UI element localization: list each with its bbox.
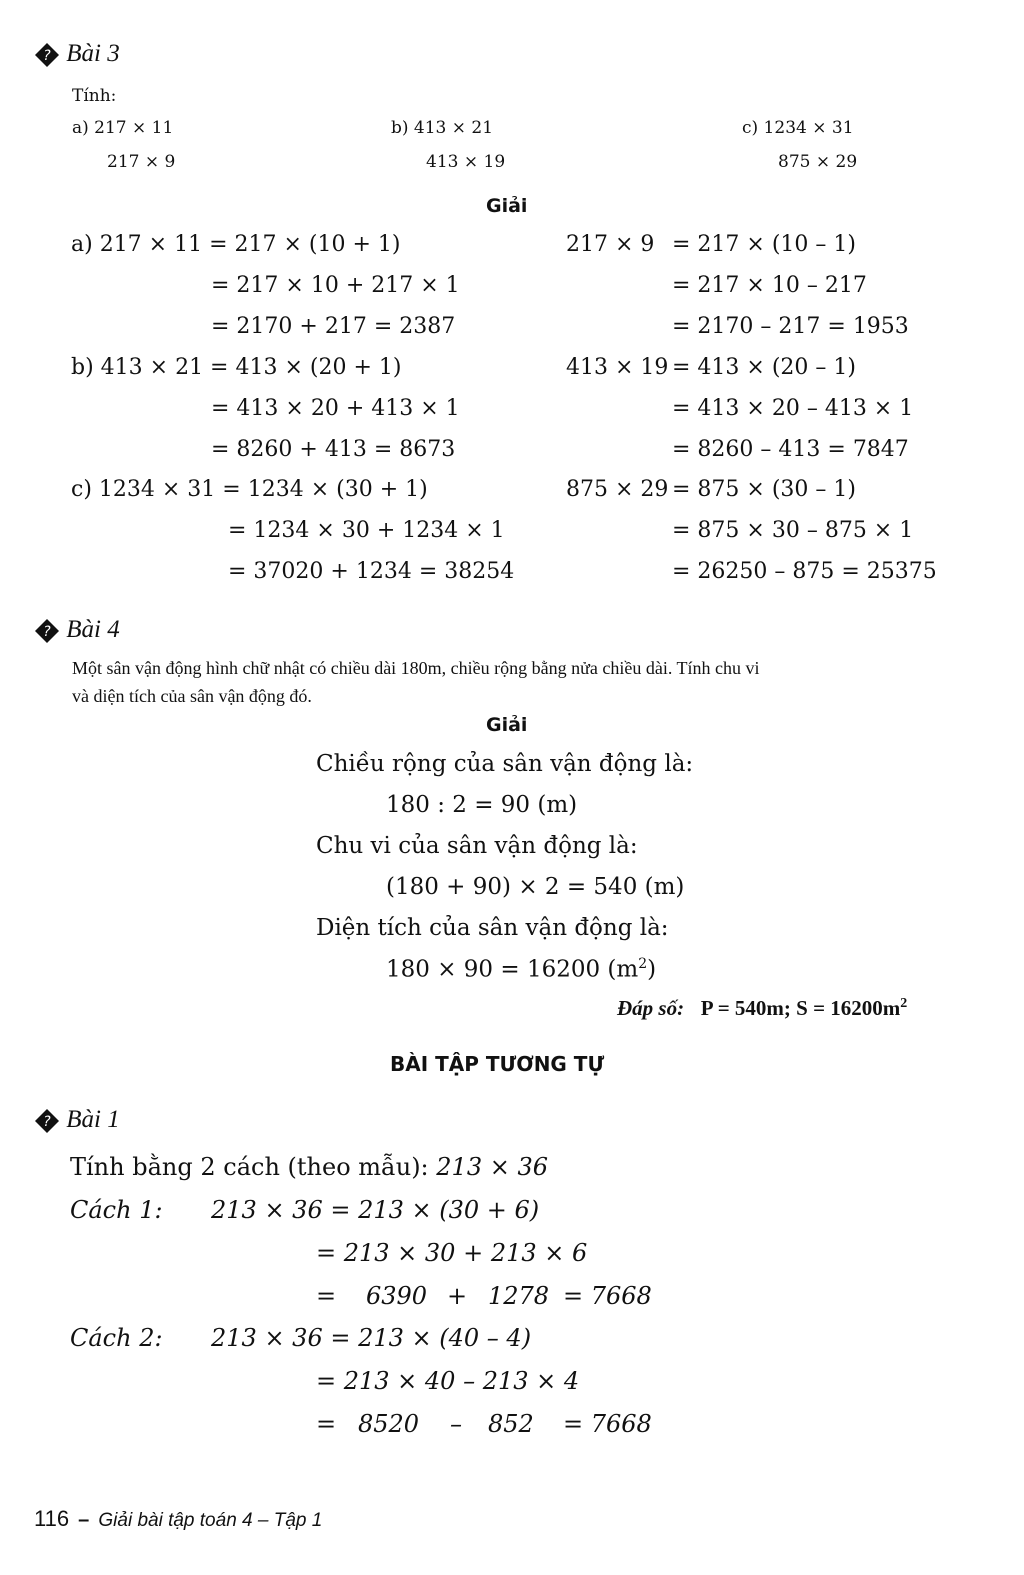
sol-c2-line2: = 875 × 30 – 875 × 1 <box>672 518 914 543</box>
answer-sup: 2 <box>900 996 908 1011</box>
cach1-line3-eq: = <box>316 1282 337 1310</box>
problem-a2: 217 × 9 <box>107 152 176 172</box>
section-heading: BÀI TẬP TƯƠNG TỰ <box>390 1052 605 1076</box>
cach2-label: Cách 2: <box>70 1324 163 1352</box>
answer-label: Đáp số: <box>617 996 685 1020</box>
sol-a-line2: = 217 × 10 + 217 × 1 <box>211 273 460 298</box>
bt-prompt-expr: 213 × 36 <box>436 1153 548 1181</box>
bai3-title: Bài 3 <box>66 40 120 67</box>
sol-b-line3: = 8260 + 413 = 8673 <box>211 437 456 462</box>
bai4-giai-heading: Giải <box>486 714 528 736</box>
sol-b2-lhs: 413 × 19 <box>566 355 669 380</box>
svg-text:?: ? <box>43 48 51 65</box>
bai4-problem-line2: và diện tích của sân vận động đó. <box>72 686 312 706</box>
problem-b2: 413 × 19 <box>426 152 506 172</box>
answer-value: P = 540m; S = 16200m <box>700 996 901 1020</box>
problem-b1: b) 413 × 21 <box>391 118 494 138</box>
bt-prompt-text: Tính bằng 2 cách (theo mẫu): <box>70 1153 429 1181</box>
cach1-line1: 213 × 36 = 213 × (30 + 6) <box>211 1196 540 1224</box>
bt-bai1-heading <box>34 1106 120 1134</box>
cach2-line3-b: 852 <box>488 1410 534 1438</box>
footer-dash: – <box>78 1509 90 1531</box>
sol-b-line1: b) 413 × 21 = 413 × (20 + 1) <box>71 355 402 380</box>
cach1-line3-op: + <box>447 1282 468 1310</box>
bai4-answer <box>617 996 907 1021</box>
sol-c-line3: = 37020 + 1234 = 38254 <box>228 559 515 584</box>
bai4-title: Bài 4 <box>66 616 120 643</box>
bai4-step3: Chu vi của sân vận động là: <box>316 833 638 859</box>
sol-a2-line3: = 2170 – 217 = 1953 <box>672 314 909 339</box>
cach2-line2: = 213 × 40 – 213 × 4 <box>316 1367 580 1395</box>
sol-a2-line2: = 217 × 10 – 217 <box>672 273 867 298</box>
sol-b2-line3: = 8260 – 413 = 7847 <box>672 437 909 462</box>
sol-b2-line1: = 413 × (20 – 1) <box>672 355 856 380</box>
sol-b-line2: = 413 × 20 + 413 × 1 <box>211 396 460 421</box>
bt-bai1-title: Bài 1 <box>66 1106 120 1133</box>
sol-c-line1: c) 1234 × 31 = 1234 × (30 + 1) <box>71 477 428 502</box>
cach2-line3-op: – <box>450 1410 462 1438</box>
sol-b2-line2: = 413 × 20 – 413 × 1 <box>672 396 914 421</box>
problem-c2: 875 × 29 <box>778 152 858 172</box>
sol-a2-line1: = 217 × (10 – 1) <box>672 232 856 257</box>
sol-c2-line3: = 26250 – 875 = 25375 <box>672 559 937 584</box>
bt-prompt <box>70 1153 548 1181</box>
bai4-step4: (180 + 90) × 2 = 540 (m) <box>386 874 685 900</box>
bai3-tinh-label: Tính: <box>72 86 117 106</box>
sol-c-line2: = 1234 × 30 + 1234 × 1 <box>228 518 505 543</box>
bai3-giai-heading: Giải <box>486 195 528 217</box>
cach2-line3-eq: = <box>316 1410 337 1438</box>
diamond-bullet-icon <box>34 1108 60 1134</box>
bai4-step1: Chiều rộng của sân vận động là: <box>316 751 694 777</box>
problem-a1: a) 217 × 11 <box>72 118 174 138</box>
svg-text:?: ? <box>43 1114 51 1131</box>
sol-c2-lhs: 875 × 29 <box>566 477 669 502</box>
cach1-line2: = 213 × 30 + 213 × 6 <box>316 1239 588 1267</box>
cach2-line1: 213 × 36 = 213 × (40 – 4) <box>211 1324 532 1352</box>
bai4-step6-sup: 2 <box>638 956 648 972</box>
sol-a-line3: = 2170 + 217 = 2387 <box>211 314 456 339</box>
cach2-line3-result: = 7668 <box>563 1410 652 1438</box>
bai4-step6 <box>386 956 656 983</box>
sol-a2-lhs: 217 × 9 <box>566 232 655 257</box>
page-number: 116 <box>34 1506 70 1531</box>
svg-text:?: ? <box>43 624 51 641</box>
cach1-label: Cách 1: <box>70 1196 163 1224</box>
cach1-line3-b: 1278 <box>488 1282 550 1310</box>
page-footer <box>34 1506 322 1532</box>
bai4-step5: Diện tích của sân vận động là: <box>316 915 669 941</box>
bai4-step6-close: ) <box>647 956 657 983</box>
bai3-heading <box>34 40 120 68</box>
sol-a-line1: a) 217 × 11 = 217 × (10 + 1) <box>71 232 401 257</box>
cach1-line3-result: = 7668 <box>563 1282 652 1310</box>
cach1-line3-a: 6390 <box>366 1282 428 1310</box>
cach2-line3-a: 8520 <box>358 1410 420 1438</box>
bai4-step2: 180 : 2 = 90 (m) <box>386 792 578 818</box>
diamond-bullet-icon <box>34 42 60 68</box>
diamond-bullet-icon <box>34 618 60 644</box>
bai4-step6-main: 180 × 90 = 16200 (m <box>386 956 639 983</box>
bai4-problem-line1: Một sân vận động hình chữ nhật có chiều dài 180m, chiều rộng bằng nửa chiều dài. Tính chu vi <box>72 658 760 678</box>
sol-c2-line1: = 875 × (30 – 1) <box>672 477 856 502</box>
book-title: Giải bài tập toán 4 – Tập 1 <box>98 1510 323 1531</box>
bai4-heading <box>34 616 120 644</box>
problem-c1: c) 1234 × 31 <box>742 118 854 138</box>
